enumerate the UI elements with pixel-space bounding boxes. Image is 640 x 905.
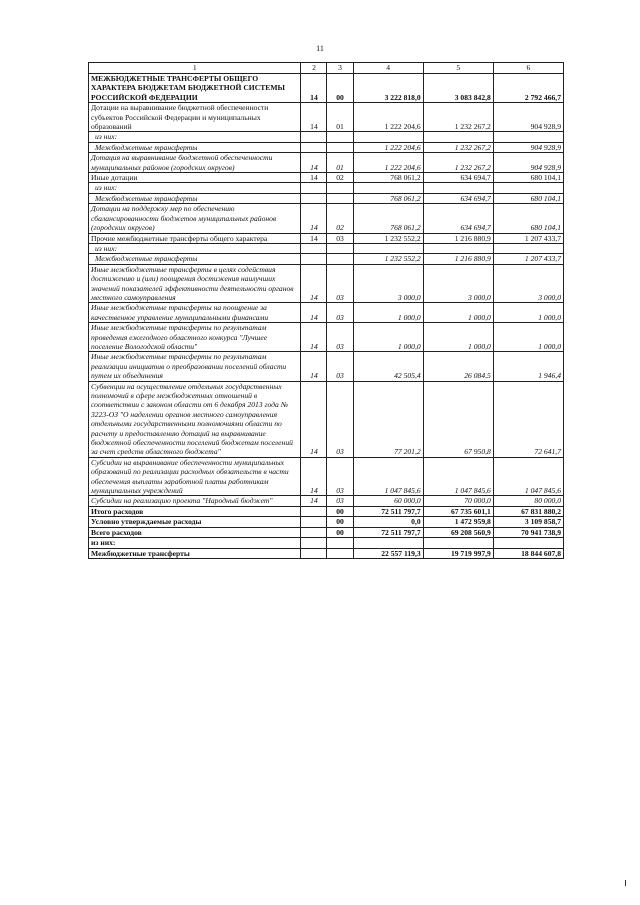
value-year-2: 1 047 845,6 [423,457,493,496]
section-code: 14 [301,496,327,506]
row-name: Итого расходов [89,506,301,516]
value-year-2: 26 084,5 [423,352,493,381]
table-row [89,538,564,548]
row-name: Межбюджетные трансферты [89,548,301,558]
subsection-code: 03 [327,323,353,352]
value-year-2: 70 000,0 [423,496,493,506]
table-row [89,173,564,183]
value-year-1: 77 201,2 [353,381,423,457]
value-year-2: 1 216 880,9 [423,254,493,264]
value-year-1: 768 061,2 [353,193,423,203]
subsection-code: 03 [327,303,353,323]
value-year-1: 0,0 [353,517,423,527]
value-year-1: 1 047 845,6 [353,457,423,496]
value-year-2: 1 472 959,8 [423,517,493,527]
value-year-1: 1 000,0 [353,303,423,323]
section-code [301,132,327,142]
value-year-3 [493,183,563,193]
value-year-3: 904 928,9 [493,103,563,132]
subsection-code [327,254,353,264]
value-year-1 [353,243,423,253]
section-code [301,193,327,203]
row-name: из них: [89,538,301,548]
value-year-2: 67 735 601,1 [423,506,493,516]
value-year-3: 1 207 433,7 [493,233,563,243]
table-row [89,153,564,173]
section-code: 14 [301,173,327,183]
row-name: Дотации на поддержку мер по обеспечению сбалансированности бюджетов муниципальных районов (городских округов) [89,204,301,233]
subsection-code [327,183,353,193]
value-year-2: 3 083 842,8 [423,74,493,103]
table-row [89,264,564,303]
value-year-1: 1 000,0 [353,323,423,352]
section-code [301,142,327,152]
section-code [301,243,327,253]
subsection-code: 01 [327,153,353,173]
column-number-row [89,63,564,74]
row-name: МЕЖБЮДЖЕТНЫЕ ТРАНСФЕРТЫ ОБЩЕГО ХАРАКТЕРА БЮДЖЕТАМ БЮДЖЕТНОЙ СИСТЕМЫ РОССИЙСКОЙ ФЕДЕРАЦИИ [89,74,301,103]
value-year-3: 680 104,1 [493,193,563,203]
section-code [301,538,327,548]
table-row [89,243,564,253]
value-year-3: 2 792 466,7 [493,74,563,103]
section-code: 14 [301,103,327,132]
row-name: Условно утверждаемые расходы [89,517,301,527]
subsection-code: 00 [327,74,353,103]
value-year-2: 1 000,0 [423,303,493,323]
value-year-3: 3 000,0 [493,264,563,303]
row-name: Субвенции на осуществление отдельных государственных полномочий в сфере межбюджетных отношений в соответствии с законом области от 6 декабря 2013 года № 3223-ОЗ "О наделении органов местного самоуправления отдельными государственными полномочиями области по расчету и предоставлению дотаций на выравнивание бюджетной обеспеченности поселений бюджетам поселений за счет средств областного бюджета" [89,381,301,457]
column-header: 2 [301,63,327,74]
value-year-2: 69 208 560,9 [423,527,493,537]
section-code [301,506,327,516]
value-year-1: 72 511 797,7 [353,527,423,537]
subsection-code: 03 [327,496,353,506]
value-year-3 [493,538,563,548]
row-name: Межбюджетные трансферты [89,193,301,203]
value-year-1: 60 000,0 [353,496,423,506]
value-year-1 [353,183,423,193]
section-code: 14 [301,74,327,103]
value-year-2: 1 232 267,2 [423,142,493,152]
value-year-1: 1 232 552,2 [353,254,423,264]
value-year-3: 680 104,1 [493,204,563,233]
table-row [89,527,564,537]
value-year-2: 67 950,8 [423,381,493,457]
table-row [89,457,564,496]
subsection-code [327,243,353,253]
section-code: 14 [301,264,327,303]
section-code [301,527,327,537]
value-year-1: 1 232 552,2 [353,233,423,243]
value-year-3: 1 946,4 [493,352,563,381]
row-name: Иные межбюджетные трансферты по результатам реализации инициатив о преобразовании поселений области путем их объединения [89,352,301,381]
budget-table [88,62,564,559]
table-row [89,496,564,506]
section-code [301,183,327,193]
subsection-code: 00 [327,527,353,537]
subsection-code: 02 [327,204,353,233]
subsection-code: 00 [327,506,353,516]
table-row [89,517,564,527]
value-year-2: 1 216 880,9 [423,233,493,243]
row-name: Дотации на выравнивание бюджетной обеспеченности субъектов Российской Федерации и муниципальных образований [89,103,301,132]
value-year-3: 1 207 433,7 [493,254,563,264]
row-name: Межбюджетные трансферты [89,254,301,264]
section-code: 14 [301,233,327,243]
row-name: Межбюджетные трансферты [89,142,301,152]
value-year-2 [423,183,493,193]
section-code: 14 [301,153,327,173]
value-year-2: 1 000,0 [423,323,493,352]
subsection-code [327,548,353,558]
row-name: из них: [89,183,301,193]
table-row [89,183,564,193]
value-year-2: 634 694,7 [423,204,493,233]
row-name: Субсидии на реализацию проекта "Народный бюджет" [89,496,301,506]
section-code: 14 [301,352,327,381]
subsection-code: 03 [327,352,353,381]
subsection-code [327,538,353,548]
value-year-2: 1 232 267,2 [423,153,493,173]
row-name: Иные межбюджетные трансферты в целях содействия достижению и (или) поощрения достижения наилучших значений показателей эффективности деятельности органов местного самоуправления [89,264,301,303]
section-code: 14 [301,323,327,352]
row-name: из них: [89,243,301,253]
value-year-1: 22 557 119,3 [353,548,423,558]
value-year-3: 18 844 607,8 [493,548,563,558]
value-year-3: 904 928,9 [493,153,563,173]
section-code: 14 [301,303,327,323]
value-year-3: 3 109 858,7 [493,517,563,527]
column-header: 6 [493,63,563,74]
subsection-code [327,142,353,152]
value-year-1: 3 222 818,0 [353,74,423,103]
section-code: 14 [301,457,327,496]
subsection-code: 03 [327,457,353,496]
column-header: 3 [327,63,353,74]
value-year-1: 1 222 204,6 [353,142,423,152]
value-year-3: 904 928,9 [493,142,563,152]
value-year-2 [423,132,493,142]
subsection-code: 01 [327,103,353,132]
table-row [89,548,564,558]
value-year-1 [353,132,423,142]
row-name: Иные дотации [89,173,301,183]
row-name: Всего расходов [89,527,301,537]
table-row [89,381,564,457]
page-mark [625,880,626,886]
table-row [89,103,564,132]
value-year-1: 72 511 797,7 [353,506,423,516]
value-year-1: 42 505,4 [353,352,423,381]
table-row [89,74,564,103]
column-header: 5 [423,63,493,74]
row-name: Прочие межбюджетные трансферты общего характера [89,233,301,243]
table-row [89,323,564,352]
table-row [89,303,564,323]
section-code: 14 [301,381,327,457]
row-name: Иные межбюджетные трансферты на поощрение за качественное управление муниципальными финансами [89,303,301,323]
value-year-2 [423,538,493,548]
row-name: из них: [89,132,301,142]
value-year-3 [493,132,563,142]
column-header: 1 [89,63,301,74]
value-year-1: 1 222 204,6 [353,153,423,173]
row-name: Субсидии на выравнивание обеспеченности муниципальных образований по реализации расходных обязательств в части обеспечения выплаты заработной платы работникам муниципальных учреждений [89,457,301,496]
table-row [89,193,564,203]
table-row [89,352,564,381]
value-year-3: 1 047 845,6 [493,457,563,496]
value-year-3: 72 641,7 [493,381,563,457]
value-year-3: 680 104,1 [493,173,563,183]
subsection-code: 03 [327,264,353,303]
subsection-code: 03 [327,381,353,457]
value-year-2: 3 000,0 [423,264,493,303]
value-year-1: 3 000,0 [353,264,423,303]
table-row [89,132,564,142]
subsection-code: 00 [327,517,353,527]
value-year-3: 80 000,0 [493,496,563,506]
subsection-code: 03 [327,233,353,243]
table-row [89,204,564,233]
subsection-code [327,193,353,203]
value-year-2: 1 232 267,2 [423,103,493,132]
value-year-3: 70 941 738,9 [493,527,563,537]
subsection-code: 02 [327,173,353,183]
value-year-3: 1 000,0 [493,323,563,352]
value-year-2: 634 694,7 [423,193,493,203]
value-year-1: 768 061,2 [353,173,423,183]
value-year-3 [493,243,563,253]
value-year-1: 768 061,2 [353,204,423,233]
table-row [89,506,564,516]
value-year-2: 19 719 997,9 [423,548,493,558]
column-header: 4 [353,63,423,74]
table-row [89,254,564,264]
value-year-3: 1 000,0 [493,303,563,323]
value-year-2: 634 694,7 [423,173,493,183]
section-code [301,517,327,527]
page-number: 11 [316,44,324,53]
section-code [301,548,327,558]
row-name: Иные межбюджетные трансферты по результатам проведения ежегодного областного конкурса "Лучшее поселение Вологодской области" [89,323,301,352]
value-year-3: 67 831 880,2 [493,506,563,516]
section-code: 14 [301,204,327,233]
section-code [301,254,327,264]
value-year-2 [423,243,493,253]
subsection-code [327,132,353,142]
table-row [89,233,564,243]
value-year-1: 1 222 204,6 [353,103,423,132]
value-year-1 [353,538,423,548]
row-name: Дотация на выравнивание бюджетной обеспеченности муниципальных районов (городских округов) [89,153,301,173]
table-row [89,142,564,152]
